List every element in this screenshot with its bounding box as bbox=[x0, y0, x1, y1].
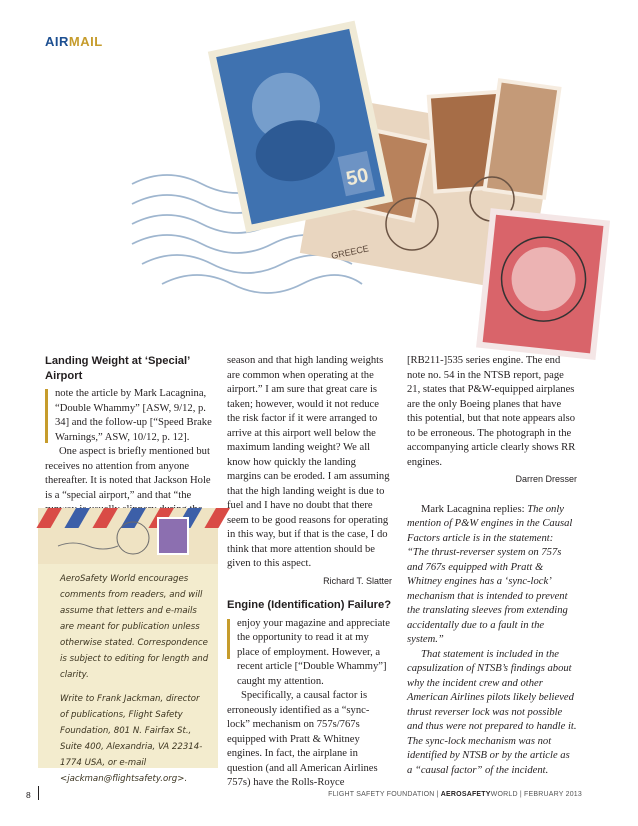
footer-magazine-a: AEROSAFETY bbox=[440, 791, 491, 798]
letter1-heading: Landing Weight at ‘Special’ Airport bbox=[45, 355, 190, 382]
letter2-column bbox=[227, 354, 392, 791]
letter2-signature: Darren Dresser bbox=[515, 474, 577, 484]
reply-text1: The only mention of P&W engines in the Causal Factors article is in the statement: “The thrust-reverser system on 757s and 767s equipped with Pratt & Whitney engines has a ‘sync-lock’ mechanism that is intended to prevent the translating sleeves from extending accidentally due to a fault in the system.” bbox=[407, 503, 573, 645]
letter2-para3: [RB211-]535 series engine. The end note no. 54 in the NTSB report, page 21, states that P&W-equipped airplanes are the only Boeing planes that have this potential, but that note appears also to be erroneous. The photograph in the accompanying article clearly shows RR engines. bbox=[407, 355, 576, 468]
section-header-mail: MAIL bbox=[68, 34, 103, 49]
letter1-signature: Richard T. Slatter bbox=[323, 575, 392, 586]
letter2-continuation-column bbox=[407, 354, 577, 778]
airmail-envelope-border bbox=[38, 508, 218, 564]
footer-magazine-b: WORLD bbox=[490, 791, 518, 798]
footer-org: FLIGHT SAFETY FOUNDATION bbox=[328, 791, 435, 798]
sidebar-text bbox=[60, 571, 210, 795]
section-header-air: AIR bbox=[45, 34, 69, 49]
letter2-intro bbox=[227, 617, 392, 690]
reply-text2: That statement is included in the capsulization of NTSB’s findings about why the incident crew and other American Airlines pilots likely believed thrust reverser lock was not possible and thus were not prepared to handle it. The sync-lock mechanism was not identified by NTSB or by the article as a “causal factor” of the incident. bbox=[407, 648, 577, 776]
submission-sidebar bbox=[38, 508, 218, 784]
dropcap-bar bbox=[45, 389, 48, 443]
sidebar-address: Write to Frank Jackman, director of publications, Flight Safety Foundation, 801 N. Fairfax St., Suite 400, Alexandria, VA 22314-1774 USA, or e-mail <jackman@flightsafety.org>. bbox=[60, 694, 203, 784]
stamps-illustration bbox=[132, 24, 592, 354]
letter1-para2: One aspect is briefly mentioned but receives no attention from anyone thereafter. It is noted that Jackson Hole is a “special airport,” and that “the bbox=[45, 446, 211, 501]
page-number: 8 bbox=[26, 790, 31, 800]
red-stamp bbox=[476, 208, 610, 360]
letter2-para2: Specifically, a causal factor is erroneously identified as a “sync-lock” mechanism on 757s/767s equipped with Pratt & Whitney engines. In fact, the airplane in question (and all American Airlines 757s) have the Rolls-Royce bbox=[227, 690, 378, 788]
letter1-column bbox=[45, 354, 215, 532]
section-header bbox=[45, 34, 103, 49]
letter1-continuation: season and that high landing weights are common when operating at the airport.” I am sure that great care is taken; however, would it not reduce the risk factor if it were arranged to arrive at this airport well below the maximum landing weight? We all know how quickly the landing margins can be eroded. I am assuming that the high landing weight is due to fuel and I have no doubt that there seem to be good reasons for operating in this way, but if that is the case, I do think that more attention should be given to this aspect. bbox=[227, 355, 390, 569]
blue-stamp bbox=[208, 21, 393, 233]
dropcap-bar bbox=[227, 619, 230, 659]
footer-date: FEBRUARY 2013 bbox=[524, 791, 582, 798]
stamp-value: 50 bbox=[344, 164, 371, 191]
letter2-heading: Engine (Identification) Failure? bbox=[227, 599, 392, 611]
letter2-para1: enjoy your magazine and appreciate the opportunity to read it at my place of employment. However, a recent article [“Double Whammy”] caught my attention. bbox=[237, 617, 390, 687]
svg-text:GREECE: GREECE bbox=[330, 243, 370, 261]
editor-reply bbox=[407, 503, 577, 648]
editor-reply2 bbox=[407, 648, 577, 779]
letter1-intro bbox=[45, 387, 215, 445]
footer-rule bbox=[38, 786, 39, 800]
letter1-para1: note the article by Mark Lacagnina, “Double Whammy” [ASW, 9/12, p. 34] and the follow-up [“Speed Brake Warnings,” ASW, 10/12, p. 12]. bbox=[55, 388, 212, 443]
sidebar-invitation: AeroSafety World encourages comments from readers, and will assume that letters and e-mails are meant for publication unless otherwise stated. Correspondence is subject to editing for length and clarity. bbox=[60, 574, 209, 680]
reply-intro: Mark Lacagnina replies: bbox=[421, 503, 525, 515]
running-footer: FLIGHT SAFETY FOUNDATION | AEROSAFETYWORLD | FEBRUARY 2013 bbox=[328, 791, 582, 798]
